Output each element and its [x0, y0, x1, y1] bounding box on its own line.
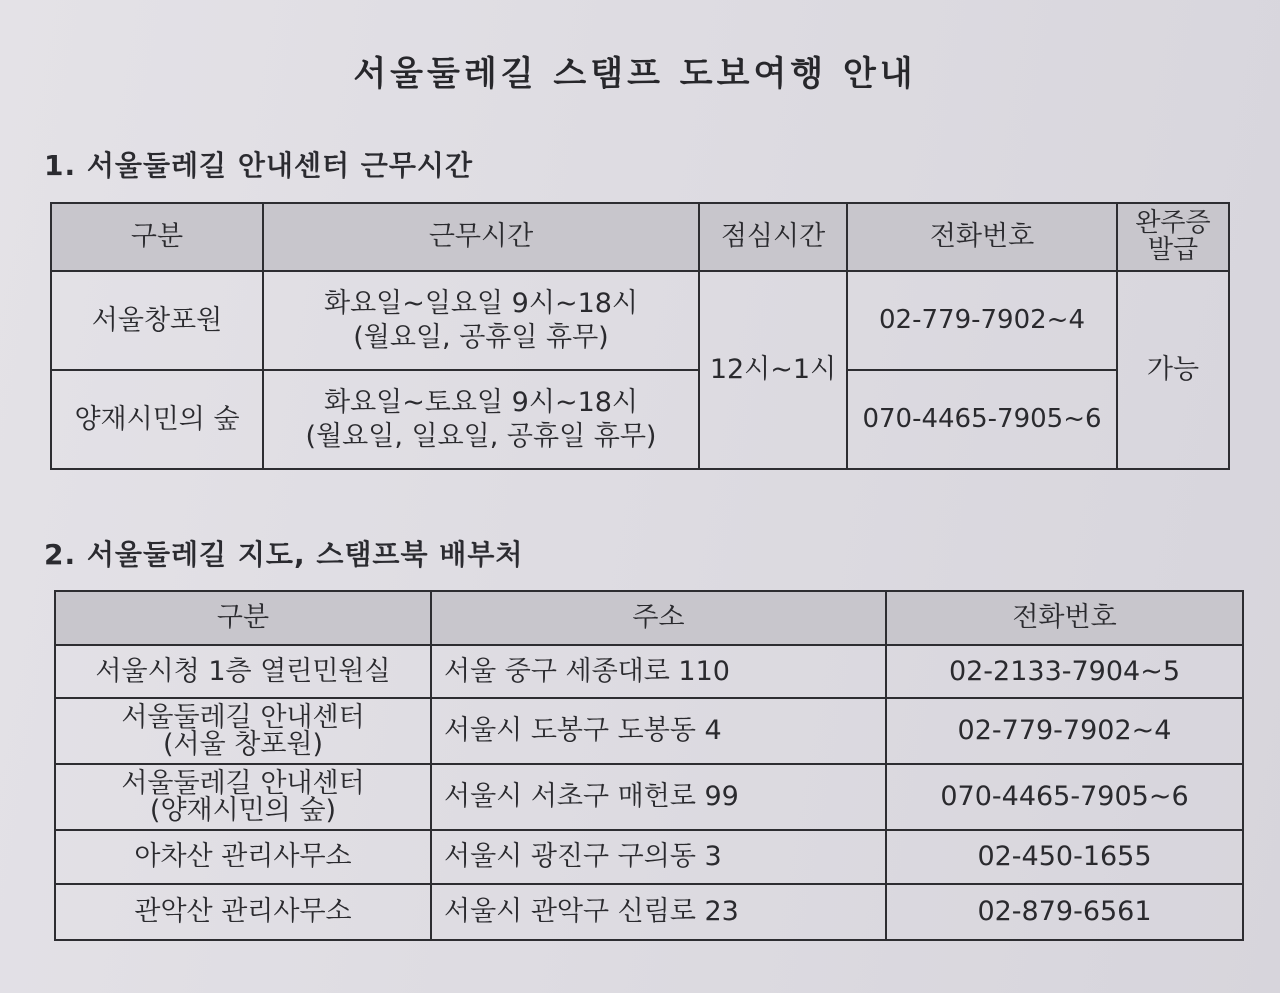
center-hours-table: [50, 202, 1230, 470]
section-2-title: 2. 서울둘레길 지도, 스탬프북 배부처: [44, 538, 524, 571]
table-row: [55, 764, 1243, 830]
section-1-title: 1. 서울둘레길 안내센터 근무시간: [44, 149, 473, 182]
table-row: [55, 830, 1243, 884]
location-phone: 02-2133-7904~5: [886, 645, 1243, 698]
location-name-line1: 서울둘레길 안내센터: [121, 768, 365, 799]
hours-line: 화요일~일요일 9시~18시: [323, 287, 639, 319]
distribution-points-table: [54, 590, 1244, 941]
location-address: 서울시 관악구 신림로 23: [431, 884, 886, 940]
center-name: 서울창포원: [51, 271, 263, 370]
center-phone: 02-779-7902~4: [847, 271, 1117, 370]
header-phone: 전화번호: [847, 203, 1117, 271]
location-name: 서울시청 1층 열린민원실: [55, 645, 431, 698]
table-row: [55, 884, 1243, 940]
header-hours: 근무시간: [263, 203, 699, 271]
table-row: [55, 645, 1243, 698]
closed-days-line: (월요일, 일요일, 공휴일 휴무): [305, 420, 657, 452]
location-name: 관악산 관리사무소: [55, 884, 431, 940]
hours-line: 화요일~토요일 9시~18시: [323, 386, 639, 418]
location-address: 서울 중구 세종대로 110: [431, 645, 886, 698]
location-phone: 02-779-7902~4: [886, 698, 1243, 764]
location-name: 아차산 관리사무소: [55, 830, 431, 884]
header-lunch: 점심시간: [699, 203, 847, 271]
location-address: 서울시 서초구 매헌로 99: [431, 764, 886, 830]
header-category: 구분: [55, 591, 431, 645]
table-row: [51, 370, 1229, 469]
table-header-row: [51, 203, 1229, 271]
center-phone: 070-4465-7905~6: [847, 370, 1117, 469]
center-name: 양재시민의 숲: [51, 370, 263, 469]
closed-days-line: (월요일, 공휴일 휴무): [353, 321, 609, 353]
header-certificate: [1117, 203, 1229, 271]
table-row: [55, 698, 1243, 764]
header-phone: 전화번호: [886, 591, 1243, 645]
certificate-availability: 가능: [1117, 271, 1229, 469]
location-phone: 02-879-6561: [886, 884, 1243, 940]
header-category: 구분: [51, 203, 263, 271]
center-hours: [263, 271, 699, 370]
location-address: 서울시 도봉구 도봉동 4: [431, 698, 886, 764]
location-name-line2: (양재시민의 숲): [149, 795, 337, 826]
header-certificate-line2: 발급: [1147, 235, 1199, 265]
location-phone: 02-450-1655: [886, 830, 1243, 884]
location-name: [55, 764, 431, 830]
header-certificate-line1: 완주증: [1135, 207, 1211, 238]
document-title: 서울둘레길 스탬프 도보여행 안내: [353, 54, 917, 94]
location-address: 서울시 광진구 구의동 3: [431, 830, 886, 884]
location-name-line2: (서울 창포원): [162, 729, 324, 760]
header-address: 주소: [431, 591, 886, 645]
location-name-line1: 서울둘레길 안내센터: [121, 702, 365, 733]
lunch-time: 12시~1시: [699, 271, 847, 469]
location-name: [55, 698, 431, 764]
location-phone: 070-4465-7905~6: [886, 764, 1243, 830]
center-hours: [263, 370, 699, 469]
table-header-row: [55, 591, 1243, 645]
table-row: [51, 271, 1229, 370]
